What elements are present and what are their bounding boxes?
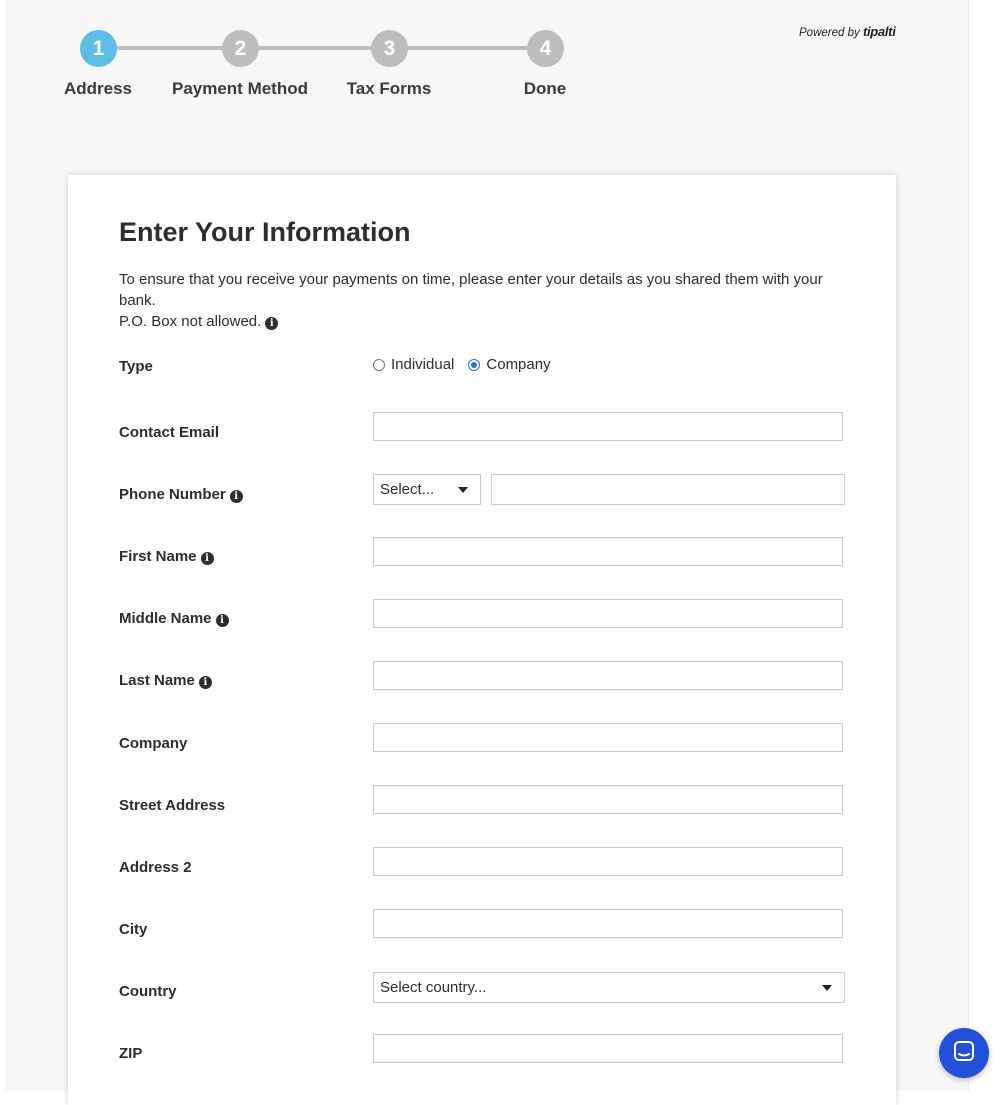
address-2-label: Address 2 — [119, 859, 192, 876]
first-name-label — [119, 548, 214, 565]
step-4-label: Done — [523, 79, 567, 98]
info-icon[interactable]: i — [230, 490, 243, 503]
phone-country-code-value: Select... — [380, 481, 435, 498]
phone-number-input[interactable] — [491, 474, 845, 505]
information-form-card — [68, 175, 896, 1105]
type-label: Type — [119, 358, 153, 375]
info-icon[interactable]: i — [199, 676, 212, 689]
step-2-label: Payment Method — [171, 79, 309, 98]
info-icon[interactable]: i — [201, 552, 214, 565]
radio-individual[interactable] — [373, 356, 454, 373]
middle-name-input[interactable] — [373, 599, 843, 628]
radio-company[interactable] — [468, 356, 550, 373]
phone-country-code-select[interactable] — [373, 474, 481, 505]
chat-icon — [952, 1039, 976, 1068]
chevron-down-icon — [458, 487, 468, 493]
step-3-circle: 3 — [371, 30, 408, 67]
chevron-down-icon — [822, 985, 832, 991]
address-2-input[interactable] — [373, 847, 843, 876]
description-line-1: To ensure that you receive your payments on time, please enter your details as you shared them with your bank. — [119, 271, 823, 309]
country-select-value: Select country... — [380, 979, 487, 996]
powered-by-text: Powered by — [799, 27, 863, 39]
first-name-input[interactable] — [373, 537, 843, 566]
last-name-input[interactable] — [373, 661, 843, 690]
contact-email-input[interactable] — [373, 412, 843, 441]
phone-number-label-text: Phone Number — [119, 486, 226, 503]
zip-label: ZIP — [119, 1045, 143, 1062]
info-icon[interactable]: i — [265, 317, 278, 330]
phone-number-label — [119, 486, 243, 503]
middle-name-label-text: Middle Name — [119, 610, 212, 627]
contact-email-label: Contact Email — [119, 424, 220, 441]
form-title: Enter Your Information — [119, 217, 411, 247]
radio-company-label: Company — [486, 356, 551, 373]
step-connector — [259, 46, 373, 50]
step-1-circle: 1 — [80, 30, 117, 67]
street-address-label: Street Address — [119, 797, 226, 814]
step-3-label: Tax Forms — [346, 79, 432, 98]
step-2-circle: 2 — [222, 30, 259, 67]
last-name-label — [119, 672, 212, 689]
zip-input[interactable] — [373, 1034, 843, 1063]
powered-by-badge — [799, 24, 896, 39]
city-label: City — [119, 921, 148, 938]
step-1-label: Address — [63, 79, 133, 98]
step-4-circle: 4 — [527, 30, 564, 67]
street-address-input[interactable] — [373, 785, 843, 814]
step-connector — [407, 46, 528, 50]
radio-individual-label: Individual — [391, 356, 455, 373]
country-label: Country — [119, 983, 177, 1000]
description-line-2: P.O. Box not allowed. — [119, 313, 262, 330]
chat-launcher-button[interactable] — [939, 1028, 989, 1078]
progress-stepper — [0, 0, 700, 110]
step-connector — [117, 46, 223, 50]
company-input[interactable] — [373, 723, 843, 752]
company-label: Company — [119, 735, 188, 752]
brand-logo: tipalti — [862, 24, 896, 39]
right-scroll-strip — [968, 0, 1000, 1091]
type-radio-group — [373, 356, 565, 373]
last-name-label-text: Last Name — [119, 672, 195, 689]
form-description — [119, 269, 859, 332]
city-input[interactable] — [373, 909, 843, 938]
radio-company-dot[interactable] — [468, 359, 480, 371]
radio-individual-dot[interactable] — [373, 359, 385, 371]
middle-name-label — [119, 610, 229, 627]
info-icon[interactable]: i — [216, 614, 229, 627]
country-select[interactable] — [373, 972, 845, 1003]
first-name-label-text: First Name — [119, 548, 197, 565]
